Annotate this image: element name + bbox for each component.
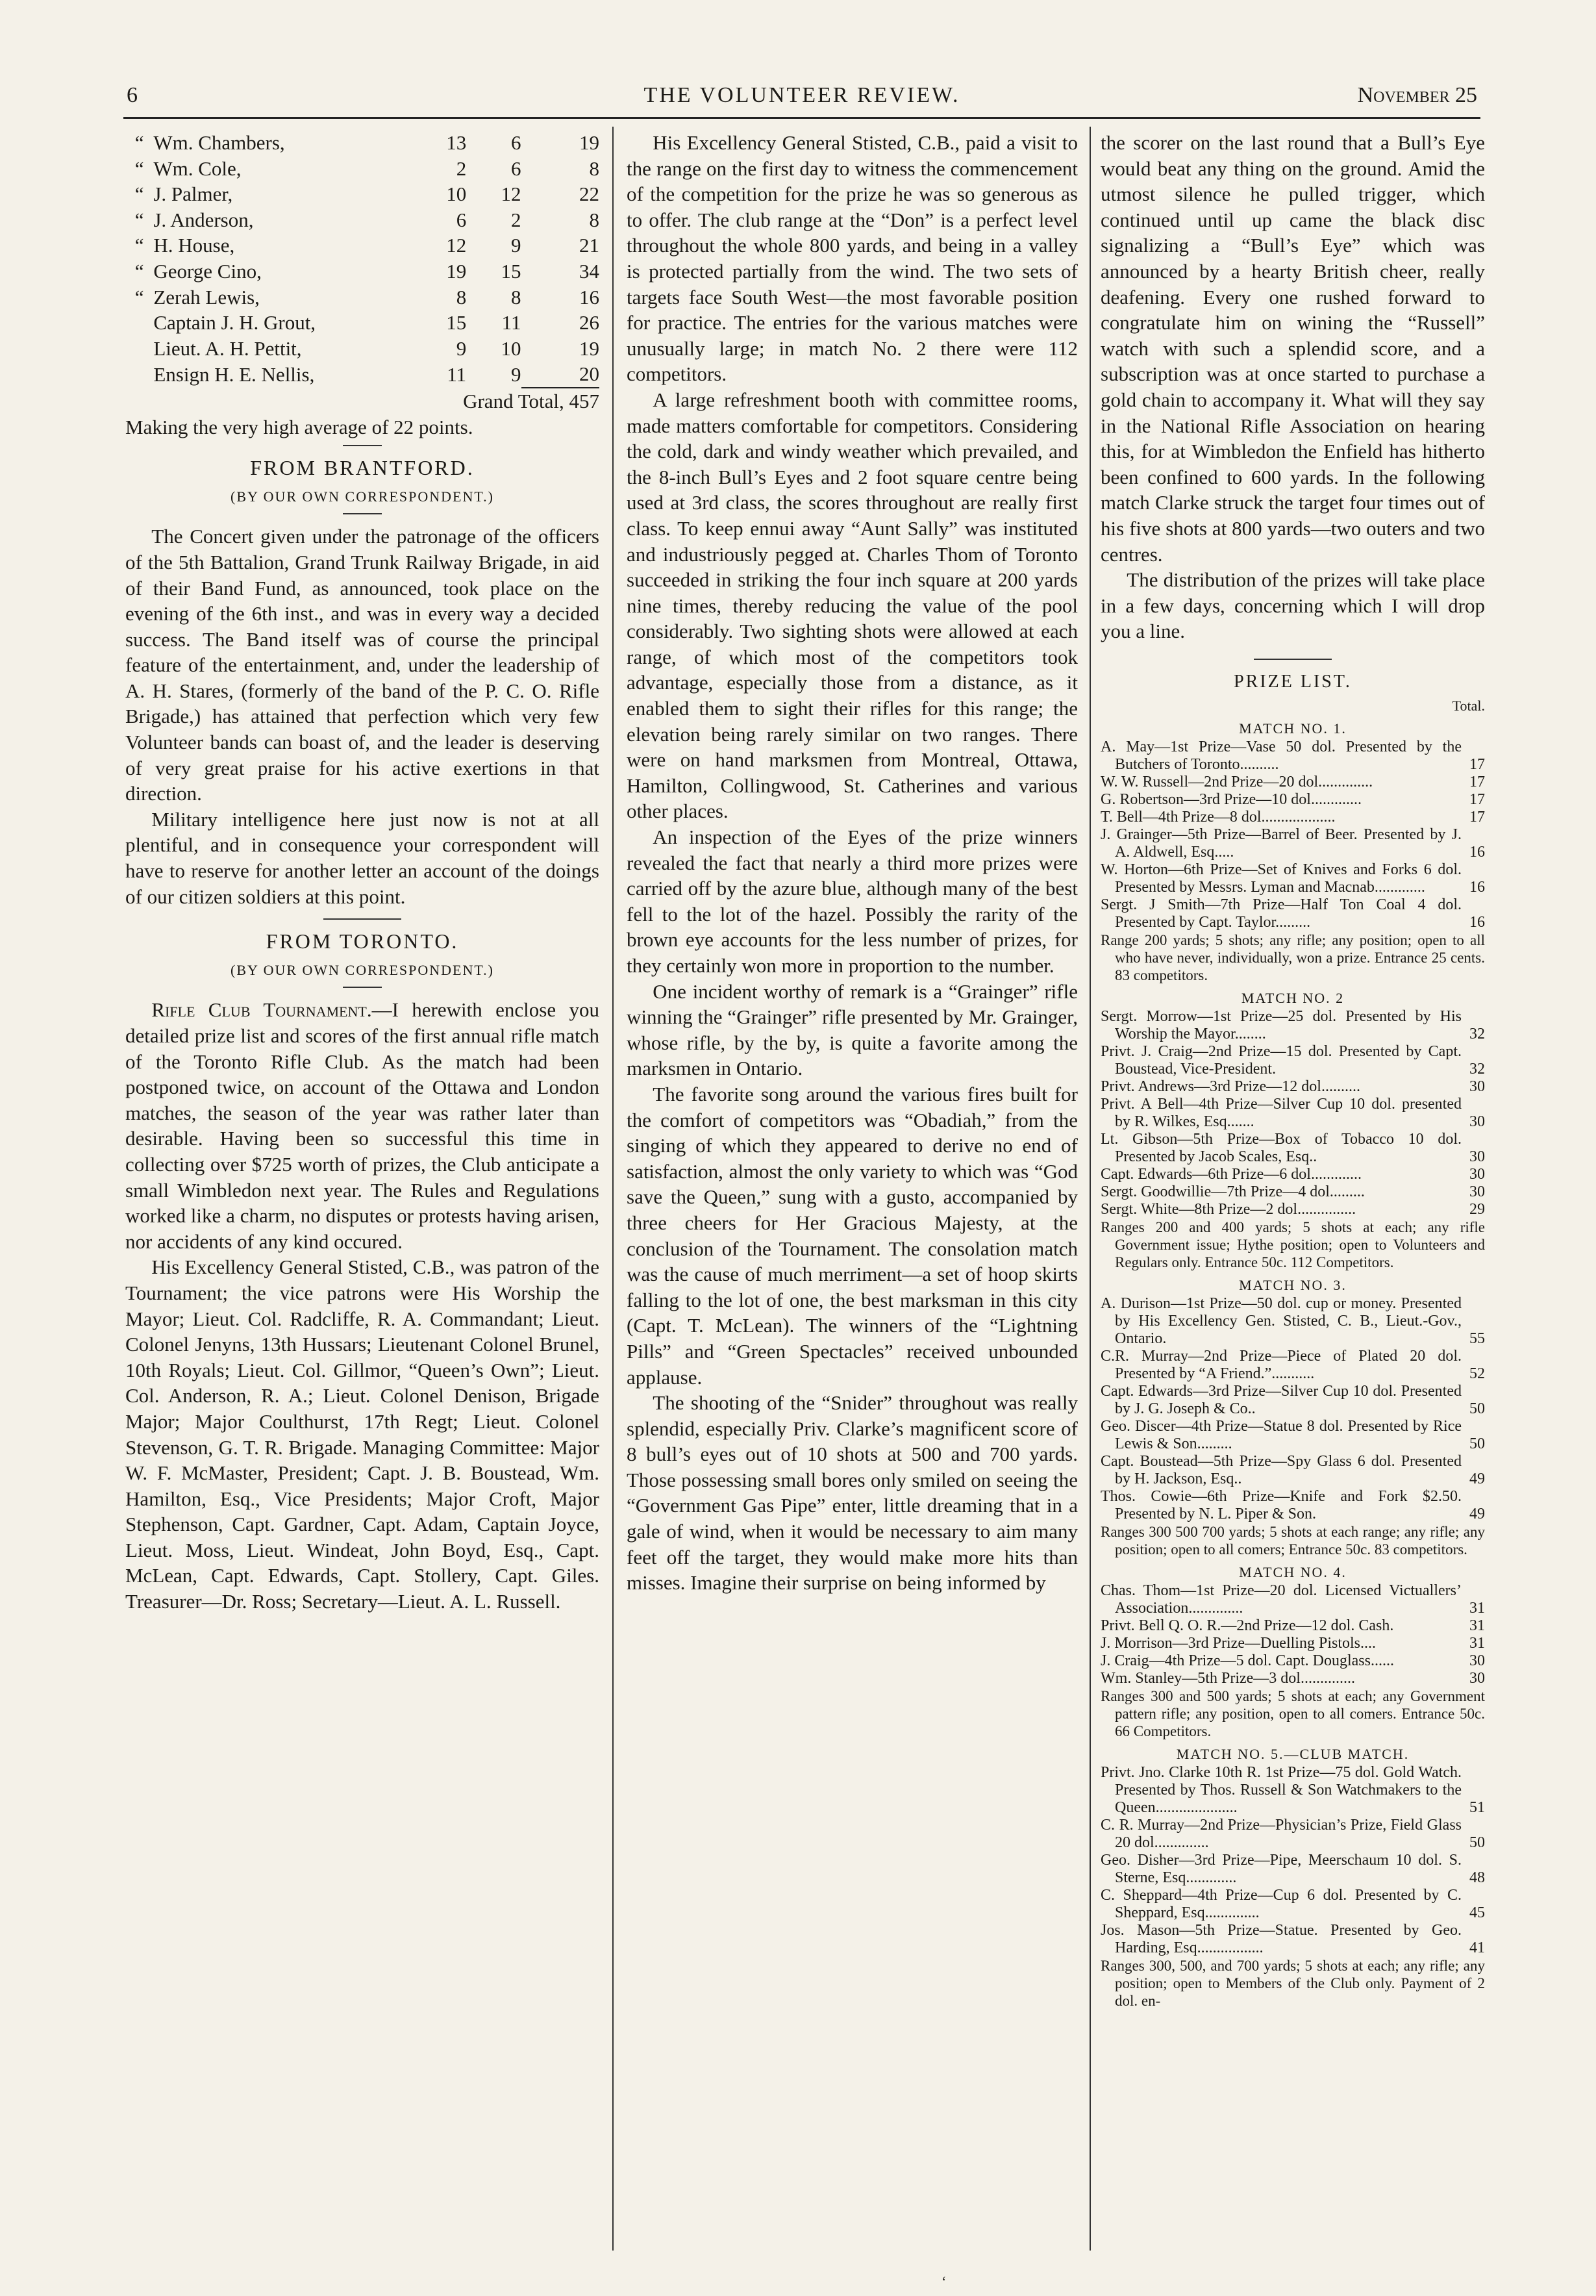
score-cell: 19 — [446, 259, 467, 283]
prize-entry — [1101, 1008, 1485, 1043]
prize-entry — [1101, 861, 1485, 896]
score-cell: 19 — [579, 131, 599, 154]
prize-score: 30 — [1469, 1148, 1485, 1166]
prize-text: Capt. Edwards—3rd Prize—Silver Cup 10 dol. Presented by J. G. Joseph & Co.. — [1101, 1383, 1462, 1418]
score-cell — [125, 310, 153, 336]
prize-entry — [1101, 791, 1485, 809]
paragraph: The favorite song around the various fires built for the comfort of competitors was “Obadiah,” from the singing of which they appeared to derive no end of satisfaction, almost the only variety to which was “God save the Queen,” sung with a gusto, accompanied by three cheers for Her Gracious Majesty, at the conclusion of the Tournament. The consolation match was the cause of much merriment—a set of hoop skirts falling to the lot of one, the best marksman in this city (Capt. T. McLean). The winners of the “Lightning Pills” and “Green Spectacles” received unbounded applause. — [627, 1082, 1078, 1389]
paragraph: His Excellency General Stisted, C.B., was patron of the Tournament; the vice patrons were His Worship the Mayor; Lieut. Col. Radcliffe, R. A. Commandant; Lieut. Colonel Jenyns, 13th Hussars; Lieutenant Colonel Brunel, 10th Royals; Lieut. Col. Gillmor, “Queen’s Own”; Lieut. Col. Anderson, R. A.; Lieut. Colonel Denison, Brigade Major; Major Coulthurst, 17th Regt; Lieut. Colonel Stevenson, G. T. R. Brigade. Managing Committee: Major W. F. McMaster, President; Capt. J. B. Boustead, Wm. Hamilton, Esq., Vice Presidents; Major Croft, Major Stephenson, Capt. Gardner, Capt. Adam, Captain Joyce, Lieut. Moss, Lieut. Windeat, John Boyd, Esq., Capt. McLean, Capt. Edwards, Capt. Stollery, Capt. Giles. Treasurer—Dr. Ross; Secretary—Lieut. A. L. Russell. — [125, 1255, 599, 1613]
prize-score: 30 — [1469, 1078, 1485, 1096]
paragraph: An inspection of the Eyes of the prize winners revealed the fact that nearly a third more prizes were carried off by the azure blue, although many of the best fell to the lot of the hazel. Possibly the rarity of the brown eye accounts for the less number of prizes, for they certainly won more in proportion to the number. — [627, 826, 1078, 977]
prize-entry — [1101, 1166, 1485, 1183]
score-row — [125, 156, 599, 182]
prize-score: 31 — [1469, 1635, 1485, 1652]
prize-text: Sergt. White—8th Prize—2 dol............... — [1101, 1201, 1356, 1218]
prize-list-heading: PRIZE LIST. — [1234, 671, 1352, 692]
prize-text: J. Morrison—3rd Prize—Duelling Pistols.... — [1101, 1635, 1376, 1652]
score-cell: 2 — [456, 157, 467, 180]
score-row — [125, 310, 599, 336]
paragraph: The distribution of the prizes will take place in a few days, concerning which I will drop you a line. — [1101, 568, 1485, 643]
prize-entry — [1101, 1183, 1485, 1201]
prize-text: Geo. Discer—4th Prize—Statue 8 dol. Presented by Rice Lewis & Son......... — [1101, 1418, 1462, 1453]
prize-score: 52 — [1469, 1365, 1485, 1383]
prize-entry — [1101, 1922, 1485, 1957]
prize-text: C.R. Murray—2nd Prize—Piece of Plated 20 dol. Presented by “A Friend.”........... — [1101, 1348, 1462, 1383]
score-row — [125, 181, 599, 207]
prize-entry — [1101, 1078, 1485, 1096]
score-cell: 16 — [579, 285, 599, 309]
stray-mark: ‘ — [941, 2273, 947, 2290]
prize-entry — [1101, 1383, 1485, 1418]
prize-text: Chas. Thom—1st Prize—20 dol. Licensed Victuallers’ Association.............. — [1101, 1582, 1462, 1617]
match-heading: MATCH NO. 1. — [1239, 720, 1347, 737]
score-cell: Captain J. H. Grout, — [153, 311, 316, 334]
prize-text: Wm. Stanley—5th Prize—3 dol.............. — [1101, 1670, 1355, 1687]
column-3 — [1101, 130, 1485, 2260]
issue-date: November 25 — [1357, 83, 1477, 107]
score-cell: Wm. Cole, — [153, 157, 242, 180]
prize-text: W. Horton—6th Prize—Set of Knives and Forks 6 dol. Presented by Messrs. Lyman and Macnab............. — [1101, 861, 1462, 896]
match-heading: MATCH NO. 2 — [1241, 990, 1345, 1007]
prize-entry — [1101, 1652, 1485, 1670]
prize-score: 50 — [1469, 1435, 1485, 1453]
prize-score: 30 — [1469, 1166, 1485, 1183]
score-cell: 8 — [589, 208, 599, 231]
section-rule — [343, 987, 382, 988]
match-conditions: Range 200 yards; 5 shots; any rifle; any position; open to all who have never, individually, won a prize. Entrance 25 cents. 83 competitors. — [1101, 932, 1485, 984]
score-cell: “ — [134, 208, 144, 231]
prize-entry — [1101, 1131, 1485, 1166]
masthead-title: THE VOLUNTEER REVIEW. — [643, 83, 960, 107]
score-cell: “ — [134, 131, 144, 154]
prize-entry — [1101, 1764, 1485, 1817]
match-heading: MATCH NO. 4. — [1239, 1564, 1347, 1581]
grand-total: Grand Total, 457 — [463, 389, 599, 412]
prize-text: Privt. A Bell—4th Prize—Silver Cup 10 dol. presented by R. Wilkes, Esq....... — [1101, 1096, 1462, 1131]
prize-entry — [1101, 826, 1485, 861]
prize-text: J. Craig—4th Prize—5 dol. Capt. Douglass...... — [1101, 1652, 1394, 1670]
paragraph: The Concert given under the patronage of the officers of the 5th Battalion, Grand Trunk Railway Brigade, in aid of their Band Fund, as announced, took place on the evening of the 6th inst., and was in every way a decided success. The Band itself was of course the principal feature of the entertainment, and, under the leadership of A. H. Stares, (formerly of the band of the P. C. O. Rifle Brigade,) has attained that perfection which very few Volunteer bands can boast of, and the leader is deserving of very great praise for his active exertions in that direction. — [125, 525, 599, 805]
prize-score: 49 — [1469, 1470, 1485, 1488]
paragraph — [125, 997, 599, 1254]
paragraph-text: —I herewith enclose you detailed prize list and scores of the first annual rifle match of the Toronto Rifle Club. As the match had been postponed twice, on account of the Ottawa and London matches, the season of the year was rather later than desirable. Having been so successful this time in collecting over $725 worth of prizes, the Club anticipate a small Wimbledon next year. The Rules and Regulations worked like a charm, no disputes or protests having arisen, nor accidents of any kind occured. — [125, 998, 599, 1253]
score-row — [125, 233, 599, 259]
prize-score: 17 — [1469, 791, 1485, 809]
score-cell: “ — [134, 234, 144, 257]
score-cell: 9 — [511, 362, 521, 386]
score-cell: “ — [134, 259, 144, 283]
column-1 — [125, 130, 599, 2260]
column-divider — [612, 127, 614, 2251]
score-cell: 22 — [579, 183, 599, 206]
section-heading-toronto: FROM TORONTO. — [266, 929, 459, 953]
score-cell: “ — [134, 285, 144, 309]
score-cell: 10 — [501, 336, 521, 360]
score-cell: J. Palmer, — [153, 183, 233, 206]
prize-score: 16 — [1469, 844, 1485, 861]
match-conditions: Ranges 200 and 400 yards; 5 shots at each; any rifle Government issue; Hythe position; open to Volunteers and Regulars only. Entrance 50c. 112 Competitors. — [1101, 1219, 1485, 1271]
prize-entry — [1101, 738, 1485, 774]
prize-score: 31 — [1469, 1617, 1485, 1635]
prize-score: 48 — [1469, 1869, 1485, 1887]
prize-text: Sergt. J Smith—7th Prize—Half Ton Coal 4 dol. Presented by Capt. Taylor......... — [1101, 896, 1462, 931]
column-2 — [627, 130, 1078, 2260]
section-rule — [343, 513, 382, 514]
prize-score: 50 — [1469, 1400, 1485, 1418]
score-row — [125, 336, 599, 362]
prize-text: Lt. Gibson—5th Prize—Box of Tobacco 10 dol. Presented by Jacob Scales, Esq.. — [1101, 1131, 1462, 1166]
match-conditions: Ranges 300 500 700 yards; 5 shots at each range; any rifle; any position; open to all comers; Entrance 50c. 83 competitors. — [1101, 1524, 1485, 1558]
byline: (BY OUR OWN CORRESPONDENT.) — [231, 961, 494, 978]
prize-entry — [1101, 809, 1485, 826]
prize-score: 32 — [1469, 1026, 1485, 1043]
prize-score: 17 — [1469, 774, 1485, 791]
prize-score: 17 — [1469, 809, 1485, 826]
score-cell: 8 — [456, 285, 467, 309]
score-cell: 34 — [579, 259, 599, 283]
prize-score: 50 — [1469, 1834, 1485, 1852]
prize-entry — [1101, 1488, 1485, 1523]
prize-text: Thos. Cowie—6th Prize—Knife and Fork $2.50. Presented by N. L. Piper & Son. — [1101, 1488, 1462, 1523]
prize-entry — [1101, 1817, 1485, 1852]
match-conditions: Ranges 300, 500, and 700 yards; 5 shots at each; any rifle; any position; open to Members of the Club only. Payment of 2 dol. en- — [1101, 1958, 1485, 2010]
prize-text: Privt. Andrews—3rd Prize—12 dol.......... — [1101, 1078, 1360, 1096]
prize-entry — [1101, 1348, 1485, 1383]
score-cell: 2 — [511, 208, 521, 231]
score-cell: “ — [134, 157, 144, 180]
score-cell: George Cino, — [153, 259, 262, 283]
score-cell: H. House, — [153, 234, 235, 257]
section-rule — [323, 918, 401, 920]
score-row — [125, 284, 599, 310]
column-divider — [1090, 127, 1091, 2251]
page-number: 6 — [127, 83, 138, 107]
prize-text: G. Robertson—3rd Prize—10 dol............. — [1101, 791, 1362, 809]
prize-entry — [1101, 1295, 1485, 1348]
prize-text: Capt. Edwards—6th Prize—6 dol............. — [1101, 1166, 1362, 1183]
lead-in: Rifle Club Tournament. — [151, 998, 372, 1022]
score-cell: J. Anderson, — [153, 208, 254, 231]
score-cell: 6 — [456, 208, 467, 231]
score-cell: 8 — [589, 157, 599, 180]
score-row — [125, 361, 599, 388]
prize-entry — [1101, 774, 1485, 791]
paragraph: A large refreshment booth with committee rooms, made matters comfortable for competitors. Considering the cold, dark and windy weather which prevailed, and the 8-inch Bull’s Eyes and 2 foot square centre being used at 3rd class, the scores throughout are really first class. To keep ennui away “Aunt Sally” was instituted and industriously pegged at. Charles Thom of Toronto succeeded in striking the four inch square at 200 yards nine times, thereby reducing the value of the pool considerably. Two sighting shots were allowed at each range, of which most of the competitors took advantage, especially those from a distance, as it enabled them to sight their rifles for this range; the elevation being rarely similar on two ranges. There were on hand marksmen from Montreal, Ottawa, Hamilton, Collingwood, St. Catherines and various other places. — [627, 388, 1078, 823]
paragraph: One incident worthy of remark is a “Grainger” rifle winning the “Grainger” rifle presented by Mr. Grainger, whose rifle, by the by, is quite a favorite among the marksmen in Ontario. — [627, 979, 1078, 1080]
prize-text: Geo. Disher—3rd Prize—Pipe, Meerschaum 10 dol. S. Sterne, Esq............. — [1101, 1852, 1462, 1887]
prize-entry — [1101, 1617, 1485, 1635]
prize-entry — [1101, 1201, 1485, 1218]
prize-text: Sergt. Goodwillie—7th Prize—4 dol......... — [1101, 1183, 1365, 1201]
section-heading-brantford: FROM BRANTFORD. — [250, 456, 475, 480]
paragraph: The shooting of the “Snider” throughout was really splendid, especially Priv. Clarke’s magnificent score of 8 bull’s eyes out of 10 shots at 500 and 700 yards. Those possessing small bores only smiled on seeing the “Government Gas Pipe” enter, little dreaming that in a gale of wind, when it would be necessary to aim many feet off the target, they would make more hits than misses. Imagine their surprise on being informed by — [627, 1391, 1078, 1595]
score-cell: 6 — [511, 157, 521, 180]
prize-text: Privt. Bell Q. O. R.—2nd Prize—12 dol. Cash. — [1101, 1617, 1394, 1635]
score-cell: Wm. Chambers, — [153, 131, 285, 154]
match-conditions: Ranges 300 and 500 yards; 5 shots at each; any Government pattern rifle; any position, open to all comers. Entrance 50c. 66 Competitors. — [1101, 1688, 1485, 1740]
score-cell: “ — [134, 183, 144, 206]
section-rule — [1254, 659, 1332, 660]
prize-text: C. R. Murray—2nd Prize—Physician’s Prize, Field Glass 20 dol.............. — [1101, 1817, 1462, 1852]
score-cell: 9 — [456, 336, 467, 360]
prize-score: 30 — [1469, 1183, 1485, 1201]
prize-score: 30 — [1469, 1670, 1485, 1687]
prize-text: Privt. Jno. Clarke 10th R. 1st Prize—75 dol. Gold Watch. Presented by Thos. Russell & Son Watchmakers to the Queen..................... — [1101, 1764, 1462, 1817]
paragraph: His Excellency General Stisted, C.B., paid a visit to the range on the first day to witness the commencement of the competition for the prize he was so generous as to offer. The club range at the “Don” is a perfect level throughout the whole 800 yards, and being in a valley is protected partially from the wind. The two sets of targets face South West—the most favorable position for practice. The entries for the various matches were unusually large; in match No. 2 there were 112 competitors. — [627, 131, 1078, 386]
prize-score: 31 — [1469, 1600, 1485, 1617]
prize-text: T. Bell—4th Prize—8 dol................... — [1101, 809, 1336, 826]
score-row — [125, 207, 599, 233]
prize-entry — [1101, 1453, 1485, 1488]
prize-score: 29 — [1469, 1201, 1485, 1218]
prize-score: 45 — [1469, 1904, 1485, 1922]
prize-score: 30 — [1469, 1113, 1485, 1131]
score-row — [125, 130, 599, 156]
score-cell: 15 — [446, 311, 467, 334]
score-cell: 10 — [446, 183, 467, 206]
prize-entry — [1101, 1635, 1485, 1652]
prize-text: Privt. J. Craig—2nd Prize—15 dol. Presented by Capt. Boustead, Vice-President. — [1101, 1043, 1462, 1078]
score-cell: 26 — [579, 311, 599, 334]
prize-entry — [1101, 1418, 1485, 1453]
score-cell — [125, 361, 153, 388]
total-label: Total. — [1452, 698, 1485, 714]
byline: (BY OUR OWN CORRESPONDENT.) — [231, 488, 494, 505]
prize-score: 17 — [1469, 756, 1485, 774]
paragraph: Military intelligence here just now is not at all plentiful, and in consequence your correspondent will have to reserve for another letter an account of the doings of our citizen soldiers at this point. — [125, 807, 599, 908]
score-cell: Lieut. A. H. Pettit, — [153, 336, 302, 360]
prize-text: A. May—1st Prize—Vase 50 dol. Presented by the Butchers of Toronto.......... — [1101, 738, 1462, 774]
prize-score: 55 — [1469, 1330, 1485, 1348]
prize-entry — [1101, 896, 1485, 931]
prize-text: Jos. Mason—5th Prize—Statue. Presented by Geo. Harding, Esq................. — [1101, 1922, 1462, 1957]
prize-entry — [1101, 1670, 1485, 1687]
prize-score: 30 — [1469, 1652, 1485, 1670]
score-cell: Ensign H. E. Nellis, — [153, 362, 315, 386]
page-header — [127, 83, 1477, 116]
score-cell — [125, 336, 153, 362]
score-cell: 12 — [501, 183, 521, 206]
prize-text: J. Grainger—5th Prize—Barrel of Beer. Presented by J. A. Aldwell, Esq..... — [1101, 826, 1462, 861]
prize-list — [1101, 697, 1485, 2010]
prize-entry — [1101, 1096, 1485, 1131]
score-cell: 6 — [511, 131, 521, 154]
prize-score: 32 — [1469, 1061, 1485, 1078]
prize-score: 49 — [1469, 1506, 1485, 1523]
average-line: Making the very high average of 22 points. — [125, 415, 473, 438]
score-cell: 9 — [511, 234, 521, 257]
prize-score: 16 — [1469, 879, 1485, 896]
score-cell: 21 — [579, 234, 599, 257]
prize-entry — [1101, 1043, 1485, 1078]
score-cell: 19 — [579, 336, 599, 360]
header-rule — [123, 117, 1480, 119]
section-rule — [343, 445, 382, 446]
score-cell: 13 — [446, 131, 467, 154]
prize-entry — [1101, 1852, 1485, 1887]
score-cell: 12 — [446, 234, 467, 257]
match-heading: MATCH NO. 5.—CLUB MATCH. — [1176, 1746, 1410, 1763]
score-cell: 11 — [447, 362, 467, 386]
score-cell: Zerah Lewis, — [153, 285, 260, 309]
paragraph: the scorer on the last round that a Bull’s Eye would beat any thing on the ground. Amid the utmost silence he pulled trigger, which continued until up came the black disc signalizing a “Bull’s Eye” which was announced by a hearty British cheer, really deafening. Every one rushed forward to congratulate him on wining the “Russell” watch with such a splendid score, and a subscription was at once started to purchase a gold chain to accompany it. What will they say in the National Rifle Association on hearing this, for at Wimbledon the Enfield has hitherto been confined to 600 yards. In the following match Clarke struck the target four times out of his five shots at 800 yards—two outers and two centres. — [1101, 131, 1485, 566]
prize-score: 41 — [1469, 1939, 1485, 1957]
prize-text: Sergt. Morrow—1st Prize—25 dol. Presented by His Worship the Mayor........ — [1101, 1008, 1462, 1043]
match-heading: MATCH NO. 3. — [1239, 1277, 1347, 1294]
score-cell: 11 — [501, 311, 521, 334]
prize-score: 51 — [1469, 1799, 1485, 1817]
score-cell: 20 — [521, 361, 600, 388]
score-table — [125, 130, 599, 388]
prize-text: A. Durison—1st Prize—50 dol. cup or money. Presented by His Excellency Gen. Stisted, C. B., Lieut.-Gov., Ontario. — [1101, 1295, 1462, 1348]
prize-text: Capt. Boustead—5th Prize—Spy Glass 6 dol. Presented by H. Jackson, Esq.. — [1101, 1453, 1462, 1488]
score-cell: 8 — [511, 285, 521, 309]
prize-text: C. Sheppard—4th Prize—Cup 6 dol. Presented by C. Sheppard, Esq.............. — [1101, 1887, 1462, 1922]
score-cell: 15 — [501, 259, 521, 283]
prize-text: W. W. Russell—2nd Prize—20 dol.............. — [1101, 774, 1373, 791]
prize-entry — [1101, 1582, 1485, 1617]
score-row — [125, 259, 599, 284]
prize-score: 16 — [1469, 914, 1485, 931]
prize-entry — [1101, 1887, 1485, 1922]
